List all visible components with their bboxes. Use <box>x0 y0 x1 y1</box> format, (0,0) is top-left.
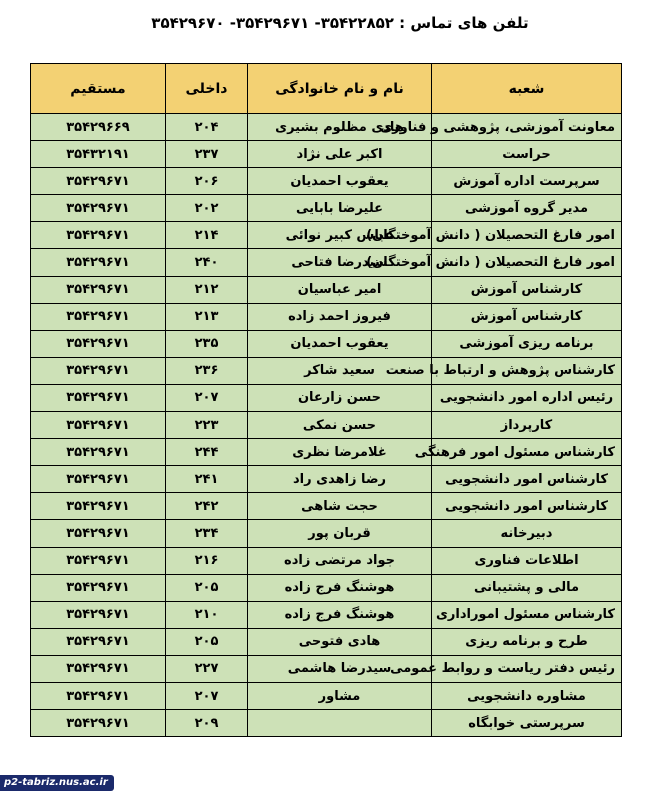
cell-extension: ۲۱۴ <box>166 222 248 249</box>
header-direct: مستقیم <box>31 64 166 114</box>
cell-name <box>248 710 432 737</box>
cell-extension: ۲۱۲ <box>166 276 248 303</box>
cell-direct: ۳۵۴۲۹۶۷۱ <box>31 655 166 682</box>
table-row <box>31 655 622 682</box>
cell-direct: ۳۵۴۲۹۶۷۱ <box>31 520 166 547</box>
cell-extension: ۲۳۷ <box>166 141 248 168</box>
cell-name: اکبر علی نژاد <box>248 141 432 168</box>
table-row <box>31 493 622 520</box>
cell-name: رضا زاهدی راد <box>248 466 432 493</box>
cell-direct: ۳۵۴۲۹۶۷۱ <box>31 168 166 195</box>
cell-name: هوشنگ فرج زاده <box>248 601 432 628</box>
cell-name: هوشنگ فرج زاده <box>248 574 432 601</box>
cell-direct: ۳۵۴۲۹۶۷۱ <box>31 195 166 222</box>
header-branch: شعبه <box>432 64 622 114</box>
cell-branch: کارشناس آموزش <box>432 276 622 303</box>
cell-branch: کارشناس پژوهش و ارتباط با صنعت <box>432 357 622 384</box>
table-row <box>31 520 622 547</box>
table-row <box>31 710 622 737</box>
table-header-row <box>31 64 622 114</box>
table-row <box>31 682 622 709</box>
table-row <box>31 141 622 168</box>
cell-name: سعید شاکر <box>248 357 432 384</box>
cell-name: هادی مظلوم بشیری <box>248 114 432 141</box>
table-row <box>31 439 622 466</box>
table-row <box>31 574 622 601</box>
table-row <box>31 412 622 439</box>
cell-branch: امور فارغ التحصیلان ( دانش آموختگان) <box>432 222 622 249</box>
table-row <box>31 628 622 655</box>
cell-extension: ۲۱۰ <box>166 601 248 628</box>
cell-name: جواد مرتضی زاده <box>248 547 432 574</box>
cell-extension: ۲۰۴ <box>166 114 248 141</box>
cell-direct: ۳۵۴۲۹۶۷۱ <box>31 439 166 466</box>
cell-direct: ۳۵۴۲۹۶۷۱ <box>31 601 166 628</box>
cell-name: یعقوب احمدیان <box>248 330 432 357</box>
cell-name: غلامرضا نظری <box>248 439 432 466</box>
cell-extension: ۲۴۴ <box>166 439 248 466</box>
cell-branch: سرپرست اداره آموزش <box>432 168 622 195</box>
header-extension: داخلی <box>166 64 248 114</box>
cell-extension: ۲۴۱ <box>166 466 248 493</box>
cell-direct: ۳۵۴۲۹۶۷۱ <box>31 574 166 601</box>
cell-extension: ۲۴۲ <box>166 493 248 520</box>
cell-direct: ۳۵۴۲۹۶۷۱ <box>31 276 166 303</box>
cell-direct: ۳۵۴۲۹۶۶۹ <box>31 114 166 141</box>
cell-branch: کارشناس امور دانشجویی <box>432 493 622 520</box>
table-row <box>31 195 622 222</box>
cell-branch: کارشناس مسئول امور فرهنگی <box>432 439 622 466</box>
cell-direct: ۳۵۴۲۹۶۷۱ <box>31 357 166 384</box>
cell-direct: ۳۵۴۲۹۶۷۱ <box>31 493 166 520</box>
table-row <box>31 330 622 357</box>
cell-name: سیدرضا هاشمی <box>248 655 432 682</box>
table-row <box>31 114 622 141</box>
cell-branch: مشاوره دانشجویی <box>432 682 622 709</box>
header-name: نام و نام خانوادگی <box>248 64 432 114</box>
cell-extension: ۲۰۲ <box>166 195 248 222</box>
cell-direct: ۳۵۴۲۹۶۷۱ <box>31 547 166 574</box>
cell-extension: ۲۲۷ <box>166 655 248 682</box>
cell-direct: ۳۵۴۲۹۶۷۱ <box>31 384 166 411</box>
cell-branch: دبیرخانه <box>432 520 622 547</box>
cell-branch: کارشناس مسئول اموراداری <box>432 601 622 628</box>
cell-extension: ۲۰۵ <box>166 628 248 655</box>
cell-direct: ۳۵۴۲۹۶۷۱ <box>31 710 166 737</box>
cell-direct: ۳۵۴۲۹۶۷۱ <box>31 303 166 330</box>
cell-extension: ۲۳۴ <box>166 520 248 547</box>
cell-direct: ۳۵۴۲۹۶۷۱ <box>31 249 166 276</box>
cell-direct: ۳۵۴۳۲۱۹۱ <box>31 141 166 168</box>
table-row <box>31 222 622 249</box>
table-row <box>31 357 622 384</box>
cell-branch: حراست <box>432 141 622 168</box>
cell-direct: ۳۵۴۲۹۶۷۱ <box>31 466 166 493</box>
cell-name: یعقوب احمدیان <box>248 168 432 195</box>
cell-extension: ۲۱۳ <box>166 303 248 330</box>
cell-direct: ۳۵۴۲۹۶۷۱ <box>31 628 166 655</box>
cell-name: حسن زارعان <box>248 384 432 411</box>
table-row <box>31 249 622 276</box>
table-row <box>31 384 622 411</box>
cell-extension: ۲۴۰ <box>166 249 248 276</box>
cell-branch: اطلاعات فناوری <box>432 547 622 574</box>
cell-name: مشاور <box>248 682 432 709</box>
cell-branch: رئیس دفتر ریاست و روابط عمومی <box>432 655 622 682</box>
cell-branch: سرپرستی خوابگاه <box>432 710 622 737</box>
cell-branch: کارشناس امور دانشجویی <box>432 466 622 493</box>
cell-name: حسن نمکی <box>248 412 432 439</box>
cell-name: قربان پور <box>248 520 432 547</box>
cell-extension: ۲۳۵ <box>166 330 248 357</box>
cell-extension: ۲۰۹ <box>166 710 248 737</box>
cell-extension: ۲۱۶ <box>166 547 248 574</box>
cell-name: حجت شاهی <box>248 493 432 520</box>
table-row <box>31 547 622 574</box>
cell-extension: ۲۰۷ <box>166 682 248 709</box>
cell-branch: کارپرداز <box>432 412 622 439</box>
cell-direct: ۳۵۴۲۹۶۷۱ <box>31 682 166 709</box>
cell-direct: ۳۵۴۲۹۶۷۱ <box>31 222 166 249</box>
cell-branch: مالی و پشتیبانی <box>432 574 622 601</box>
table-row <box>31 601 622 628</box>
site-watermark: p2-tabriz.nus.ac.ir <box>0 775 114 791</box>
cell-name: علیرضا بابایی <box>248 195 432 222</box>
table-row <box>31 276 622 303</box>
table-row <box>31 168 622 195</box>
cell-extension: ۲۰۶ <box>166 168 248 195</box>
cell-name: سیدرضا فتاحی <box>248 249 432 276</box>
page-heading: تلفن های تماس : ۳۵۴۲۲۸۵۲- ۳۵۴۲۹۶۷۱- ۳۵۴۲۹۶۷۰ <box>151 14 529 32</box>
cell-branch: برنامه ریزی آموزشی <box>432 330 622 357</box>
cell-branch: معاونت آموزشی، پژوهشی و فناوری <box>432 114 622 141</box>
cell-direct: ۳۵۴۲۹۶۷۱ <box>31 330 166 357</box>
cell-name: امیر عباسیان <box>248 276 432 303</box>
table-row <box>31 303 622 330</box>
cell-extension: ۲۰۷ <box>166 384 248 411</box>
cell-extension: ۲۰۵ <box>166 574 248 601</box>
cell-extension: ۲۳۶ <box>166 357 248 384</box>
cell-extension: ۲۲۳ <box>166 412 248 439</box>
cell-branch: امور فارغ التحصیلان ( دانش آموختگان) <box>432 249 622 276</box>
cell-branch: طرح و برنامه ریزی <box>432 628 622 655</box>
phone-directory-table <box>30 63 622 737</box>
cell-name: فیروز احمد زاده <box>248 303 432 330</box>
cell-branch: رئیس اداره امور دانشجویی <box>432 384 622 411</box>
cell-name: هادی فتوحی <box>248 628 432 655</box>
cell-direct: ۳۵۴۲۹۶۷۱ <box>31 412 166 439</box>
table-row <box>31 466 622 493</box>
cell-name: عباس کبیر نوائی <box>248 222 432 249</box>
cell-branch: مدیر گروه آموزشی <box>432 195 622 222</box>
cell-branch: کارشناس آموزش <box>432 303 622 330</box>
